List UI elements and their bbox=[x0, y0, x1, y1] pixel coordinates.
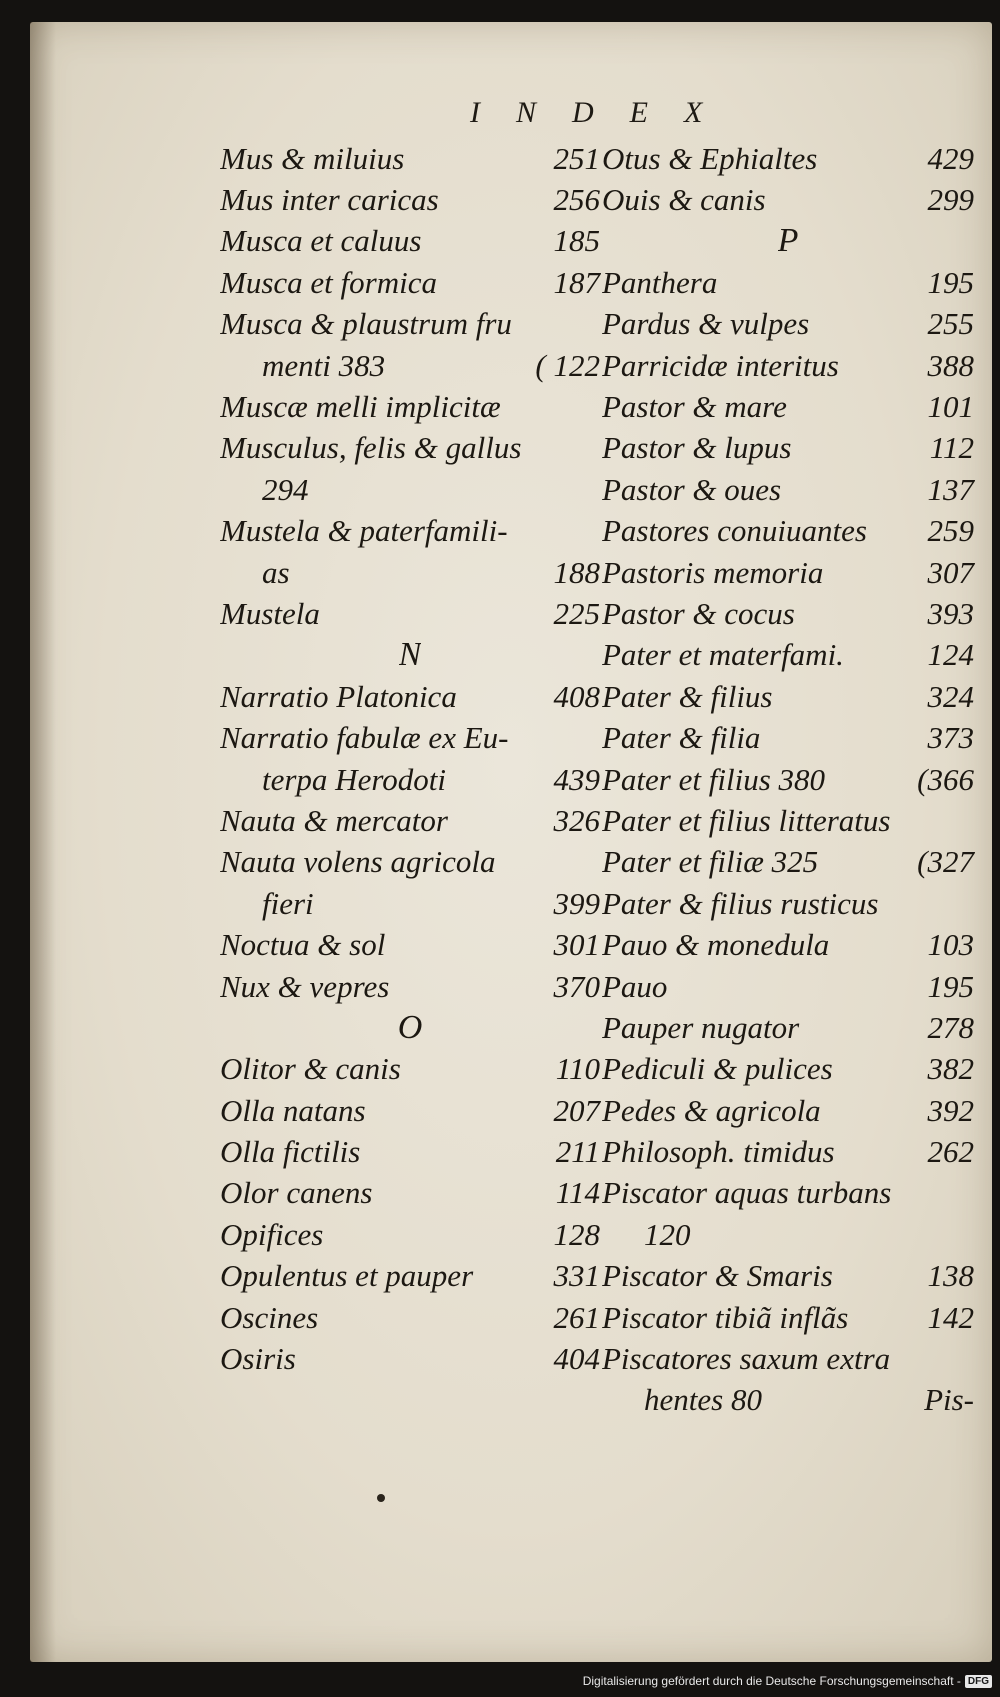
entry-title: Pater et filius 380 bbox=[602, 761, 826, 797]
entry-title: Nauta volens agricola bbox=[220, 844, 496, 880]
entry-page-number: 262 bbox=[927, 1134, 974, 1170]
index-entry bbox=[220, 717, 600, 758]
index-entry bbox=[220, 304, 600, 345]
page-header: INDEX bbox=[470, 96, 739, 129]
index-entry bbox=[220, 924, 600, 965]
index-entry bbox=[220, 1256, 600, 1297]
entry-title: Pardus & vulpes bbox=[602, 306, 810, 342]
entry-title: 120 bbox=[644, 1216, 691, 1252]
entry-title: Pastor & oues bbox=[602, 471, 782, 507]
index-entry bbox=[602, 966, 974, 1007]
entry-page-number: 439 bbox=[553, 761, 600, 797]
entry-title: Pater et filius litteratus bbox=[602, 802, 891, 838]
index-entry bbox=[220, 469, 600, 510]
index-entry bbox=[220, 386, 600, 427]
index-entry bbox=[220, 511, 600, 552]
entry-title: Mustela bbox=[220, 595, 320, 631]
index-section-letter bbox=[220, 1007, 600, 1048]
index-entry bbox=[602, 635, 974, 676]
index-column-left bbox=[220, 138, 600, 1380]
entry-title: Mus & miluius bbox=[220, 140, 405, 176]
entry-title: Olla natans bbox=[220, 1092, 366, 1128]
entry-page-number: 225 bbox=[553, 595, 600, 631]
entry-title: Olitor & canis bbox=[220, 1051, 401, 1087]
index-entry bbox=[602, 1214, 974, 1255]
section-letter-text: O bbox=[397, 1008, 423, 1046]
index-entry bbox=[602, 842, 974, 883]
entry-page-number: 301 bbox=[553, 927, 600, 963]
index-entry bbox=[602, 676, 974, 717]
entry-title: Pater et materfami. bbox=[602, 637, 844, 673]
entry-page-number: 187 bbox=[553, 264, 600, 300]
index-entry bbox=[220, 1131, 600, 1172]
entry-page-number: Pis- bbox=[924, 1382, 974, 1418]
entry-title: Noctua & sol bbox=[220, 927, 386, 963]
section-letter-text: N bbox=[398, 636, 422, 674]
entry-page-number: 110 bbox=[555, 1051, 600, 1087]
entry-page-number: 370 bbox=[553, 968, 600, 1004]
index-entry bbox=[220, 552, 600, 593]
entry-title: Pauper nugator bbox=[602, 1009, 800, 1045]
entry-page-number: 404 bbox=[553, 1341, 600, 1377]
entry-page-number: 188 bbox=[553, 554, 600, 590]
index-entry bbox=[602, 1173, 974, 1214]
entry-title: menti 383 bbox=[262, 347, 386, 383]
index-entry bbox=[602, 1256, 974, 1297]
entry-title: Musca & plaustrum fru bbox=[220, 306, 512, 342]
entry-title: Pastor & mare bbox=[602, 389, 787, 425]
index-entry bbox=[220, 262, 600, 303]
index-entry bbox=[220, 1049, 600, 1090]
entry-page-number: 142 bbox=[927, 1299, 974, 1335]
entry-page-number: 392 bbox=[927, 1092, 974, 1128]
index-entry bbox=[602, 1090, 974, 1131]
entry-page-number: 138 bbox=[927, 1258, 974, 1294]
book-page bbox=[30, 22, 992, 1662]
entry-title: Nauta & mercator bbox=[220, 802, 448, 838]
index-entry bbox=[602, 1007, 974, 1048]
entry-title: Philosoph. timidus bbox=[602, 1134, 835, 1170]
entry-title: Panthera bbox=[602, 264, 718, 300]
entry-title: Piscator aquas turbans bbox=[602, 1175, 892, 1211]
entry-page-number: 195 bbox=[927, 968, 974, 1004]
entry-title: Pastores conuiuantes bbox=[602, 513, 867, 549]
dfg-logo: DFG bbox=[965, 1675, 992, 1688]
index-entry bbox=[602, 345, 974, 386]
index-entry bbox=[602, 1338, 974, 1379]
footer-credit bbox=[583, 1671, 992, 1691]
section-letter-text: P bbox=[777, 222, 799, 260]
entry-title: terpa Herodoti bbox=[262, 761, 446, 797]
entry-page-number: 185 bbox=[553, 223, 600, 259]
index-entry bbox=[602, 800, 974, 841]
entry-title: Pater & filius bbox=[602, 678, 773, 714]
entry-title: Muscæ melli implicitæ bbox=[220, 389, 501, 425]
entry-title: Mus inter caricas bbox=[220, 182, 439, 218]
index-entry bbox=[602, 262, 974, 303]
entry-title: Pauo bbox=[602, 968, 668, 1004]
entry-title: Opulentus et pauper bbox=[220, 1258, 474, 1294]
entry-title: Narratio fabulæ ex Eu- bbox=[220, 720, 509, 756]
index-entry bbox=[220, 1214, 600, 1255]
index-entry bbox=[220, 138, 600, 179]
index-entry bbox=[602, 759, 974, 800]
signature-dot bbox=[377, 1494, 385, 1502]
index-entry bbox=[602, 1380, 974, 1421]
entry-page-number: 137 bbox=[927, 471, 974, 507]
index-entry bbox=[602, 717, 974, 758]
entry-title: hentes 80 bbox=[644, 1382, 762, 1418]
entry-page-number: 128 bbox=[553, 1216, 600, 1252]
entry-title: Otus & Ephialtes bbox=[602, 140, 818, 176]
index-entry bbox=[602, 428, 974, 469]
entry-title: Piscator tibiã inflãs bbox=[602, 1299, 849, 1335]
entry-page-number: 103 bbox=[927, 927, 974, 963]
entry-title: Pater & filius rusticus bbox=[602, 885, 879, 921]
entry-title: Ouis & canis bbox=[602, 182, 766, 218]
entry-page-number: 211 bbox=[555, 1134, 600, 1170]
entry-page-number: 256 bbox=[553, 182, 600, 218]
entry-title: Piscator & Smaris bbox=[602, 1258, 833, 1294]
entry-title: Parricidæ interitus bbox=[602, 347, 839, 383]
entry-page-number: 388 bbox=[927, 347, 974, 383]
entry-title: Pedes & agricola bbox=[602, 1092, 821, 1128]
entry-title: Musculus, felis & gallus bbox=[220, 430, 522, 466]
entry-page-number: 399 bbox=[553, 885, 600, 921]
entry-page-number: 408 bbox=[553, 678, 600, 714]
entry-page-number: 259 bbox=[927, 513, 974, 549]
entry-title: Narratio Platonica bbox=[220, 678, 457, 714]
index-entry bbox=[220, 759, 600, 800]
index-section-letter bbox=[220, 635, 600, 676]
index-entry bbox=[220, 1338, 600, 1379]
index-entry bbox=[602, 469, 974, 510]
index-entry bbox=[220, 593, 600, 634]
index-entry bbox=[602, 1131, 974, 1172]
entry-page-number: 124 bbox=[927, 637, 974, 673]
entry-page-number: 195 bbox=[927, 264, 974, 300]
entry-page-number: 251 bbox=[553, 140, 600, 176]
entry-title: Pediculi & pulices bbox=[602, 1051, 833, 1087]
entry-page-number: 331 bbox=[553, 1258, 600, 1294]
entry-page-number: 307 bbox=[927, 554, 974, 590]
index-section-letter bbox=[602, 221, 974, 262]
entry-title: Pastoris memoria bbox=[602, 554, 824, 590]
entry-page-number: 326 bbox=[553, 802, 600, 838]
entry-page-number: 299 bbox=[927, 182, 974, 218]
entry-page-number: 393 bbox=[927, 595, 974, 631]
entry-title: 294 bbox=[262, 471, 309, 507]
index-entry bbox=[602, 593, 974, 634]
entry-title: Olla fictilis bbox=[220, 1134, 361, 1170]
index-entry bbox=[220, 676, 600, 717]
entry-title: Pastor & lupus bbox=[602, 430, 792, 466]
entry-title: Musca et formica bbox=[220, 264, 437, 300]
entry-title: Osiris bbox=[220, 1341, 296, 1377]
entry-title: Musca et caluus bbox=[220, 223, 422, 259]
index-entry bbox=[220, 428, 600, 469]
entry-page-number: 373 bbox=[927, 720, 974, 756]
entry-title: Piscatores saxum extra bbox=[602, 1341, 891, 1377]
index-entry bbox=[602, 1049, 974, 1090]
index-entry bbox=[220, 1090, 600, 1131]
entry-page-number: 261 bbox=[553, 1299, 600, 1335]
index-entry bbox=[220, 1297, 600, 1338]
entry-page-number: 255 bbox=[927, 306, 974, 342]
index-entry bbox=[220, 883, 600, 924]
entry-page-number: ( 122 bbox=[535, 347, 600, 383]
entry-page-number: 429 bbox=[927, 140, 974, 176]
entry-title: Pauo & monedula bbox=[602, 927, 830, 963]
index-entry bbox=[220, 800, 600, 841]
page-gutter-shadow bbox=[30, 22, 56, 1662]
entry-title: Opifices bbox=[220, 1216, 324, 1252]
index-entry bbox=[220, 842, 600, 883]
index-column-right bbox=[602, 138, 974, 1421]
entry-page-number: 382 bbox=[927, 1051, 974, 1087]
entry-page-number: 278 bbox=[927, 1009, 974, 1045]
entry-title: Pastor & cocus bbox=[602, 595, 795, 631]
index-entry bbox=[220, 966, 600, 1007]
index-entry bbox=[602, 924, 974, 965]
entry-page-number: (366 bbox=[917, 761, 974, 797]
entry-page-number: 114 bbox=[555, 1175, 600, 1211]
index-entry bbox=[602, 386, 974, 427]
index-entry bbox=[220, 179, 600, 220]
entry-page-number: 112 bbox=[929, 430, 974, 466]
entry-title: Oscines bbox=[220, 1299, 319, 1335]
entry-title: Olor canens bbox=[220, 1175, 373, 1211]
index-entry bbox=[602, 179, 974, 220]
index-entry bbox=[602, 138, 974, 179]
index-entry bbox=[220, 1173, 600, 1214]
index-entry bbox=[220, 221, 600, 262]
index-entry bbox=[602, 883, 974, 924]
entry-title: as bbox=[262, 554, 290, 590]
entry-page-number: (327 bbox=[917, 844, 974, 880]
entry-page-number: 324 bbox=[927, 678, 974, 714]
entry-page-number: 101 bbox=[927, 389, 974, 425]
index-entry bbox=[602, 1297, 974, 1338]
entry-title: Nux & vepres bbox=[220, 968, 390, 1004]
index-entry bbox=[602, 511, 974, 552]
entry-page-number: 207 bbox=[553, 1092, 600, 1128]
index-entry bbox=[220, 345, 600, 386]
index-entry bbox=[602, 304, 974, 345]
footer-text: Digitalisierung gefördert durch die Deutsche Forschungsgemeinschaft - bbox=[582, 1674, 961, 1688]
entry-title: Pater et filiæ 325 bbox=[602, 844, 819, 880]
entry-title: Mustela & paterfamili- bbox=[220, 513, 508, 549]
entry-title: fieri bbox=[262, 885, 314, 921]
index-entry bbox=[602, 552, 974, 593]
entry-title: Pater & filia bbox=[602, 720, 761, 756]
